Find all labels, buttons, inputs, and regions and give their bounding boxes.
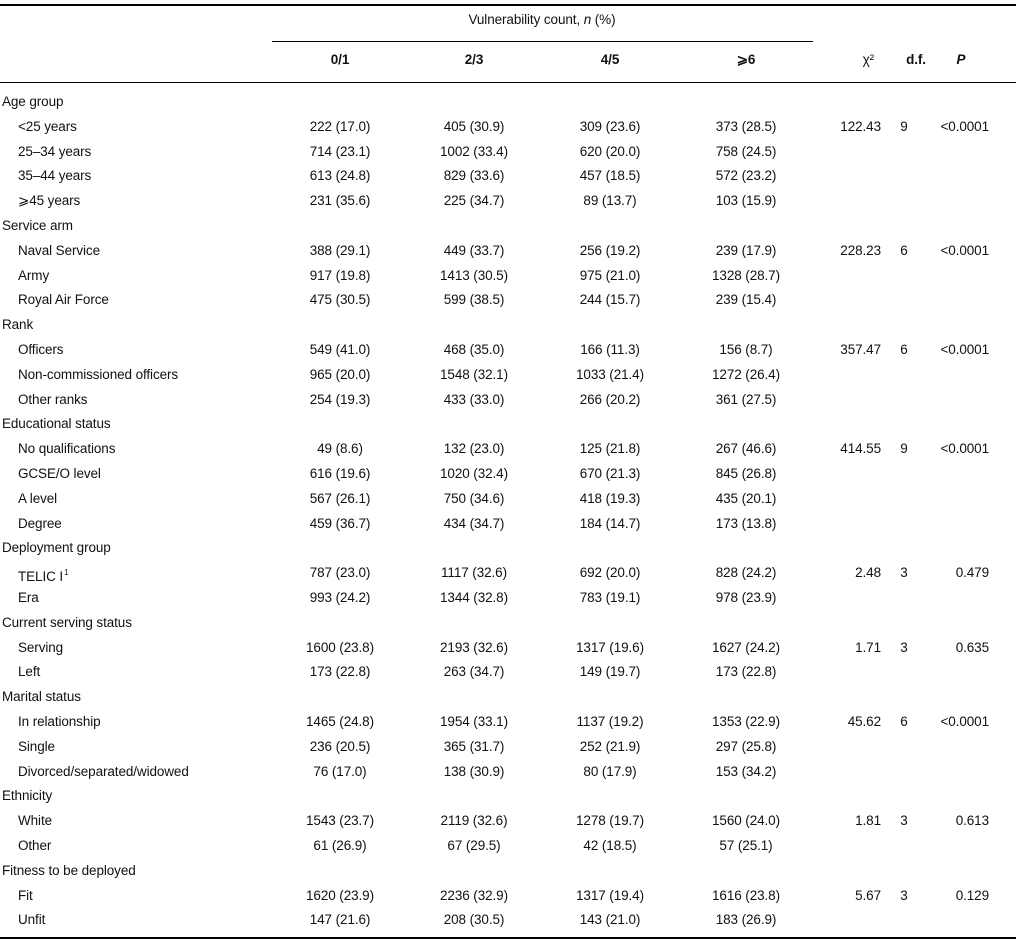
table-cell: 1954 (33.1) <box>440 714 508 729</box>
chi2-value: 5.67 <box>855 887 881 903</box>
table-cell: 758 (24.5) <box>715 143 777 159</box>
row-label-text: Serving <box>18 639 64 655</box>
table-cell: 239 (15.4) <box>715 292 777 308</box>
table-cell: 418 (19.3) <box>579 490 641 506</box>
row-label <box>18 465 101 483</box>
table-cell: 783 (19.1) <box>579 590 641 605</box>
table-cell: 475 (30.5) <box>309 292 371 308</box>
row-label-text: Fit <box>18 887 33 903</box>
table-cell: 750 (34.6) <box>443 490 505 506</box>
table-cell: 125 (21.8) <box>579 441 641 457</box>
table-cell: 267 (46.6) <box>715 441 777 457</box>
table-cell: 1344 (32.8) <box>440 590 508 605</box>
row-label <box>18 118 77 136</box>
table-cell: 917 (19.8) <box>309 267 371 283</box>
table-cell: 457 (18.5) <box>579 168 641 184</box>
table-cell: 222 (17.0) <box>309 118 371 134</box>
row-label <box>18 639 63 657</box>
row-label <box>18 589 39 607</box>
row-label-text: A level <box>18 490 58 506</box>
table-cell: 549 (41.0) <box>309 342 371 357</box>
table-cell: 138 (30.9) <box>443 763 505 779</box>
row-label <box>18 812 52 830</box>
group-label: Marital status <box>2 689 81 705</box>
table-cell: 2236 (32.9) <box>440 887 508 903</box>
table-cell: 1543 (23.7) <box>306 813 374 829</box>
header-rule <box>0 82 1016 83</box>
row-label-text: Non-commissioned officers <box>18 366 179 382</box>
row-label-text: Army <box>18 267 50 283</box>
row-label <box>18 267 49 285</box>
table-cell: 1413 (30.5) <box>440 267 508 283</box>
table-cell: 365 (31.7) <box>443 738 505 754</box>
chi2-value: 122.43 <box>840 118 881 134</box>
group-label: Service arm <box>2 218 73 233</box>
table-cell: 184 (14.7) <box>579 515 641 531</box>
p-value: 0.129 <box>955 887 989 903</box>
table-cell: 153 (34.2) <box>715 763 777 779</box>
p-value: <0.0001 <box>940 714 989 729</box>
group-label: Deployment group <box>2 540 111 556</box>
group-label: Educational status <box>2 416 111 432</box>
row-label-text: Officers <box>18 342 64 357</box>
table-cell: 2193 (32.6) <box>440 639 508 655</box>
row-label-text: Era <box>18 590 39 605</box>
table-cell: 599 (38.5) <box>443 292 505 308</box>
table-cell: 1317 (19.4) <box>576 887 644 903</box>
row-label-text: <25 years <box>18 118 77 134</box>
chi2-value: 2.48 <box>855 565 881 581</box>
table-cell: 1600 (23.8) <box>306 639 374 655</box>
df-value: 9 <box>900 118 908 134</box>
row-label <box>18 192 80 210</box>
table-cell: 1328 (28.7) <box>712 267 780 283</box>
row-label <box>18 911 45 929</box>
row-label-text: Degree <box>18 515 62 531</box>
table-cell: 1548 (32.1) <box>440 366 508 382</box>
table-cell: 965 (20.0) <box>309 366 371 382</box>
table-cell: 297 (25.8) <box>715 738 777 754</box>
row-label-text: In relationship <box>18 714 101 729</box>
spanner-heading: Vulnerability count, n (%) <box>468 12 616 27</box>
df-value: 3 <box>900 639 908 655</box>
p-value: 0.635 <box>955 639 989 655</box>
row-label <box>18 763 189 781</box>
table-cell: 373 (28.5) <box>715 118 777 134</box>
group-label: Ethnicity <box>2 788 53 804</box>
column-header: 4/5 <box>600 52 620 67</box>
table-top-rule <box>0 4 1016 6</box>
row-label <box>18 515 62 533</box>
row-label-text: Unfit <box>18 912 46 928</box>
row-label <box>18 341 63 359</box>
table-cell: 1117 (32.6) <box>441 565 507 581</box>
table-cell: 361 (27.5) <box>715 391 777 407</box>
table-cell: 244 (15.7) <box>579 292 641 308</box>
table-cell: 239 (17.9) <box>715 242 777 258</box>
p-value: <0.0001 <box>940 118 989 134</box>
table-cell: 103 (15.9) <box>715 193 777 209</box>
p-value: <0.0001 <box>940 242 989 258</box>
group-label: Age group <box>2 94 64 109</box>
row-label <box>18 391 87 409</box>
table-cell: 993 (24.2) <box>309 590 371 605</box>
table-cell: 567 (26.1) <box>309 490 371 506</box>
table-cell: 405 (30.9) <box>443 118 505 134</box>
table-cell: 263 (34.7) <box>443 664 505 680</box>
table-cell: 670 (21.3) <box>579 466 641 481</box>
table-cell: 67 (29.5) <box>447 838 501 853</box>
table-cell: 1627 (24.2) <box>712 639 780 655</box>
table-cell: 1353 (22.9) <box>712 714 780 729</box>
table-cell: 616 (19.6) <box>309 466 371 481</box>
table-cell: 692 (20.0) <box>579 565 641 581</box>
table-cell: 572 (23.2) <box>715 168 777 184</box>
table-cell: 80 (17.9) <box>583 763 637 779</box>
row-label <box>18 713 101 731</box>
df-value: 3 <box>900 887 908 903</box>
table-cell: 309 (23.6) <box>579 118 641 134</box>
row-label-text: No qualifications <box>18 441 116 457</box>
table-cell: 433 (33.0) <box>443 391 505 407</box>
table-cell: 1620 (23.9) <box>306 887 374 903</box>
table-cell: 252 (21.9) <box>579 738 641 754</box>
column-header-df: d.f. <box>906 52 926 67</box>
column-header: 2/3 <box>464 52 484 67</box>
table-cell: 49 (8.6) <box>317 441 363 457</box>
table-cell: 236 (20.5) <box>309 738 371 754</box>
table-cell: 845 (26.8) <box>715 466 777 481</box>
row-label-text: Other ranks <box>18 391 88 407</box>
table-cell: 714 (23.1) <box>309 143 371 159</box>
table-cell: 132 (23.0) <box>443 441 505 457</box>
p-value: 0.613 <box>955 813 989 829</box>
row-label <box>18 440 115 458</box>
chi2-value: 1.71 <box>855 639 881 655</box>
row-label <box>18 837 51 855</box>
row-label <box>18 887 33 905</box>
chi2-value: 357.47 <box>840 342 881 357</box>
df-value: 6 <box>900 714 908 729</box>
row-label-text: ⩾45 years <box>18 193 81 209</box>
table-cell: 76 (17.0) <box>313 763 367 779</box>
df-value: 3 <box>900 565 908 581</box>
table-cell: 434 (34.7) <box>443 515 505 531</box>
table-cell: 1560 (24.0) <box>712 813 780 829</box>
table-cell: 449 (33.7) <box>443 242 505 258</box>
chi2-value: 1.81 <box>855 813 881 829</box>
column-header-p: P <box>956 52 966 67</box>
chi2-value: 414.55 <box>840 441 881 457</box>
table-cell: 468 (35.0) <box>443 342 505 357</box>
row-label-text: Other <box>18 838 52 853</box>
table-cell: 1278 (19.7) <box>576 813 644 829</box>
table-cell: 828 (24.2) <box>715 565 777 581</box>
table-cell: 435 (20.1) <box>715 490 777 506</box>
row-label <box>18 663 40 681</box>
table-cell: 266 (20.2) <box>579 391 641 407</box>
table-cell: 1137 (19.2) <box>576 714 644 729</box>
row-label-text: 35–44 years <box>18 168 92 184</box>
table-cell: 459 (36.7) <box>309 515 371 531</box>
row-label <box>18 366 178 384</box>
chi2-value: 45.62 <box>847 714 881 729</box>
table-cell: 829 (33.6) <box>443 168 505 184</box>
row-label <box>18 291 109 309</box>
table-cell: 975 (21.0) <box>579 267 641 283</box>
table-cell: 787 (23.0) <box>309 565 371 581</box>
spanner-rule <box>272 41 813 42</box>
row-label-text: White <box>18 813 53 829</box>
row-label <box>18 738 55 756</box>
df-value: 3 <box>900 813 908 829</box>
df-value: 6 <box>900 342 908 357</box>
table-cell: 231 (35.6) <box>309 193 371 209</box>
table-cell: 1033 (21.4) <box>576 366 644 382</box>
p-value: <0.0001 <box>940 342 989 357</box>
table-cell: 225 (34.7) <box>443 193 505 209</box>
table-cell: 1616 (23.8) <box>712 887 780 903</box>
table-cell: 143 (21.0) <box>579 912 641 928</box>
table-cell: 42 (18.5) <box>583 838 637 853</box>
table-cell: 147 (21.6) <box>309 912 371 928</box>
table-cell: 173 (22.8) <box>309 664 371 680</box>
table-cell: 613 (24.8) <box>309 168 371 184</box>
row-label <box>18 167 91 185</box>
row-label <box>18 490 57 508</box>
table-cell: 1020 (32.4) <box>440 466 508 481</box>
row-label-text: Left <box>18 664 41 680</box>
df-value: 9 <box>900 441 908 457</box>
row-label-text: Royal Air Force <box>18 292 109 308</box>
row-label-text: Naval Service <box>18 242 100 258</box>
table-cell: 1465 (24.8) <box>306 714 374 729</box>
table-cell: 173 (13.8) <box>715 515 777 531</box>
group-label: Current serving status <box>2 614 132 630</box>
chi2-value: 228.23 <box>840 242 881 258</box>
table-cell: 1002 (33.4) <box>440 143 508 159</box>
table-cell: 208 (30.5) <box>443 912 505 928</box>
table-cell: 173 (22.8) <box>715 664 777 680</box>
table-cell: 61 (26.9) <box>313 838 367 853</box>
column-header: ⩾6 <box>736 52 756 67</box>
df-value: 6 <box>900 242 908 258</box>
row-label <box>18 143 91 161</box>
table-cell: 89 (13.7) <box>583 193 637 209</box>
row-label-text: 25–34 years <box>18 143 92 159</box>
row-label-text: Single <box>18 738 55 754</box>
table-cell: 256 (19.2) <box>579 242 641 258</box>
table-cell: 2119 (32.6) <box>440 813 508 829</box>
group-label: Rank <box>2 317 34 333</box>
row-label-text: TELIC I <box>18 569 64 585</box>
table-cell: 1272 (26.4) <box>712 366 780 382</box>
footnote-marker: 1 <box>64 568 69 578</box>
table-cell: 57 (25.1) <box>719 838 773 853</box>
column-header: 0/1 <box>330 52 350 67</box>
table-cell: 254 (19.3) <box>309 391 371 407</box>
p-value: <0.0001 <box>940 441 989 457</box>
p-value: 0.479 <box>955 565 989 581</box>
table-cell: 156 (8.7) <box>719 342 773 357</box>
row-label-text: Divorced/separated/widowed <box>18 763 189 779</box>
table-cell: 183 (26.9) <box>715 912 777 928</box>
table-cell: 620 (20.0) <box>579 143 641 159</box>
row-label <box>18 564 68 586</box>
table-cell: 388 (29.1) <box>309 242 371 258</box>
row-label-text: GCSE/O level <box>18 466 101 481</box>
column-header-chi2: χ² <box>862 52 874 67</box>
table-cell: 978 (23.9) <box>715 590 777 605</box>
table-cell: 1317 (19.6) <box>576 639 644 655</box>
group-label: Fitness to be deployed <box>2 862 136 878</box>
table-cell: 149 (19.7) <box>579 664 641 680</box>
row-label <box>18 242 100 260</box>
table-cell: 166 (11.3) <box>580 342 640 357</box>
table-bottom-rule <box>0 937 1016 939</box>
